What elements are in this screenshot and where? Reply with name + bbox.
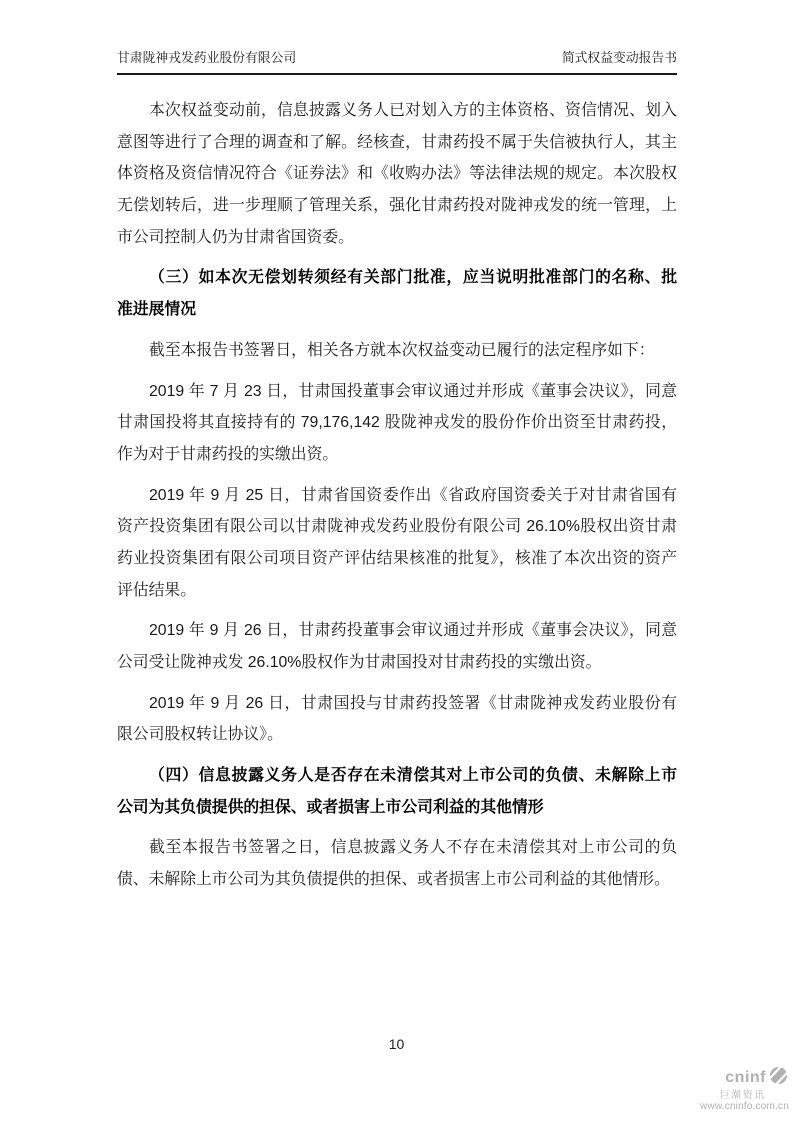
page-header [117,50,677,75]
heading-line: （三）如本次无偿划转须经有关部门批准，应当说明批准部门的名称、批 [149,269,677,287]
text-line: 2019 年 9 月 26 日，甘肃国投与甘肃药投签署《甘肃陇神戎发药业股份有 [149,694,677,712]
text-line: 无偿划转后，进一步理顺了管理关系，强化甘肃药投对陇神戎发的统一管理，上 [117,197,677,215]
text-line: 限公司股权转让协议》。 [117,726,283,744]
text-line: 2019 年 7 月 23 日，甘肃国投董事会审议通过并形成《董事会决议》，同意 [149,382,677,400]
paragraph-procedures-intro [117,335,677,367]
text-line: 市公司控制人仍为甘肃省国资委。 [117,228,354,246]
page-number: 10 [388,1036,405,1052]
cninfo-site-url: www.cninfo.com.cn [700,1101,789,1112]
text-line: 截至本报告书签署之日，信息披露义务人不存在未清偿其对上市公司的负 [149,839,677,857]
text-line: 甘肃国投将其直接持有的 79,176,142 股陇神戎发的股份作价出资至甘肃药投， [117,414,677,432]
text-line: 作为对于甘肃药投的实缴出资。 [117,445,339,463]
paragraph-2019-09-25 [117,480,677,607]
section-4-heading [117,760,677,823]
heading-line: （四）信息披露义务人是否存在未清偿其对上市公司的负债、未解除上市 [149,767,677,785]
text-line: 评估结果。 [117,581,196,599]
cninfo-watermark [693,1066,789,1113]
header-doc-title: 简式权益变动报告书 [561,51,677,65]
document-body [117,95,677,905]
text-line: 债、未解除上市公司为其负债提供的担保、或者损害上市公司利益的其他情形。 [117,871,670,889]
heading-line: 准进展情况 [117,301,196,319]
cninfo-swirl-icon [768,1066,789,1090]
heading-line: 公司为其负债提供的担保、或者损害上市公司利益的其他情形 [117,798,544,816]
text-line: 本次权益变动前，信息披露义务人已对划入方的主体资格、资信情况、划入 [149,102,677,119]
cninfo-logo-row [693,1066,789,1090]
text-line: 意图等进行了合理的调查和了解。经核查，甘肃药投不属于失信被执行人，其主 [117,133,677,151]
cninfo-brand-text: cninf [725,1069,766,1086]
paragraph-2019-09-26-agreement [117,688,677,751]
text-line: 药业投资集团有限公司项目资产评估结果核准的批复》，核准了本次出资的资产 [117,549,677,567]
text-line: 资产投资集团有限公司以甘肃陇神戎发药业股份有限公司 26.10%股权出资甘肃 [117,518,677,536]
paragraph-2019-09-26-board [117,615,677,678]
paragraph-2019-07-23 [117,376,677,471]
text-line: 体资格及资信情况符合《证券法》和《收购办法》等法律法规的规定。本次股权 [117,165,677,183]
header-company-name: 甘肃陇神戎发药业股份有限公司 [117,51,297,65]
cninfo-site-name: 巨潮资讯 [719,1090,766,1101]
paragraph-due-diligence [117,95,677,253]
section-4-body [117,832,677,895]
text-line: 截至本报告书签署日，相关各方就本次权益变动已履行的法定程序如下： [149,341,655,359]
text-line: 2019 年 9 月 25 日，甘肃省国资委作出《省政府国资委关于对甘肃省国有 [149,486,677,504]
text-line: 公司受让陇神戎发 26.10%股权作为甘肃国投对甘肃药投的实缴出资。 [117,654,602,671]
section-3-heading [117,262,677,325]
text-line: 2019 年 9 月 26 日，甘肃药投董事会审议通过并形成《董事会决议》，同意 [149,622,677,640]
